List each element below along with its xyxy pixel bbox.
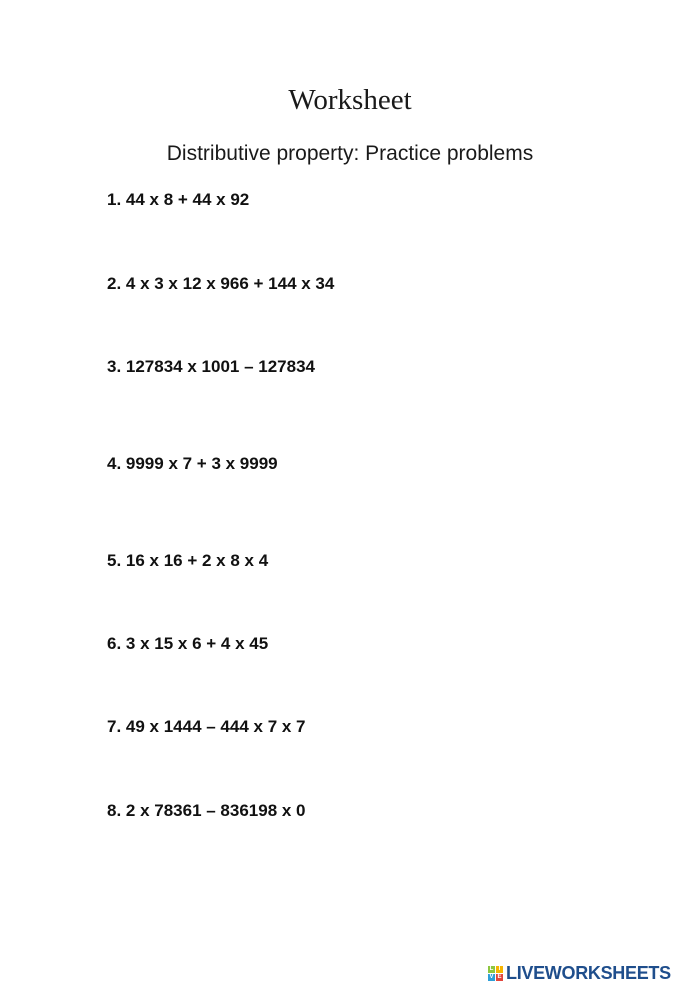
liveworksheets-logo [488, 963, 671, 984]
logo-block-v: V [489, 974, 494, 980]
logo-block-e: E [497, 974, 502, 980]
worksheet-subtitle: Distributive property: Practice problems [166, 142, 534, 165]
live-blocks-icon [488, 966, 503, 981]
problem-4: 4. 9999 x 7 + 3 x 9999 [107, 454, 278, 473]
problem-8: 8. 2 x 78361 – 836198 x 0 [107, 801, 306, 820]
problem-7: 7. 49 x 1444 – 444 x 7 x 7 [107, 717, 306, 736]
logo-block-l: L [489, 966, 494, 972]
problem-5: 5. 16 x 16 + 2 x 8 x 4 [107, 551, 269, 570]
worksheet-title: Worksheet [288, 84, 412, 116]
problem-6: 6. 3 x 15 x 6 + 4 x 45 [107, 634, 269, 653]
problem-3: 3. 127834 x 1001 – 127834 [107, 357, 315, 376]
logo-block-i: I [496, 966, 503, 973]
problem-2: 2. 4 x 3 x 12 x 966 + 144 x 34 [107, 274, 335, 293]
logo-text: LIVEWORKSHEETS [506, 963, 671, 983]
problem-1: 1. 44 x 8 + 44 x 92 [107, 190, 250, 209]
